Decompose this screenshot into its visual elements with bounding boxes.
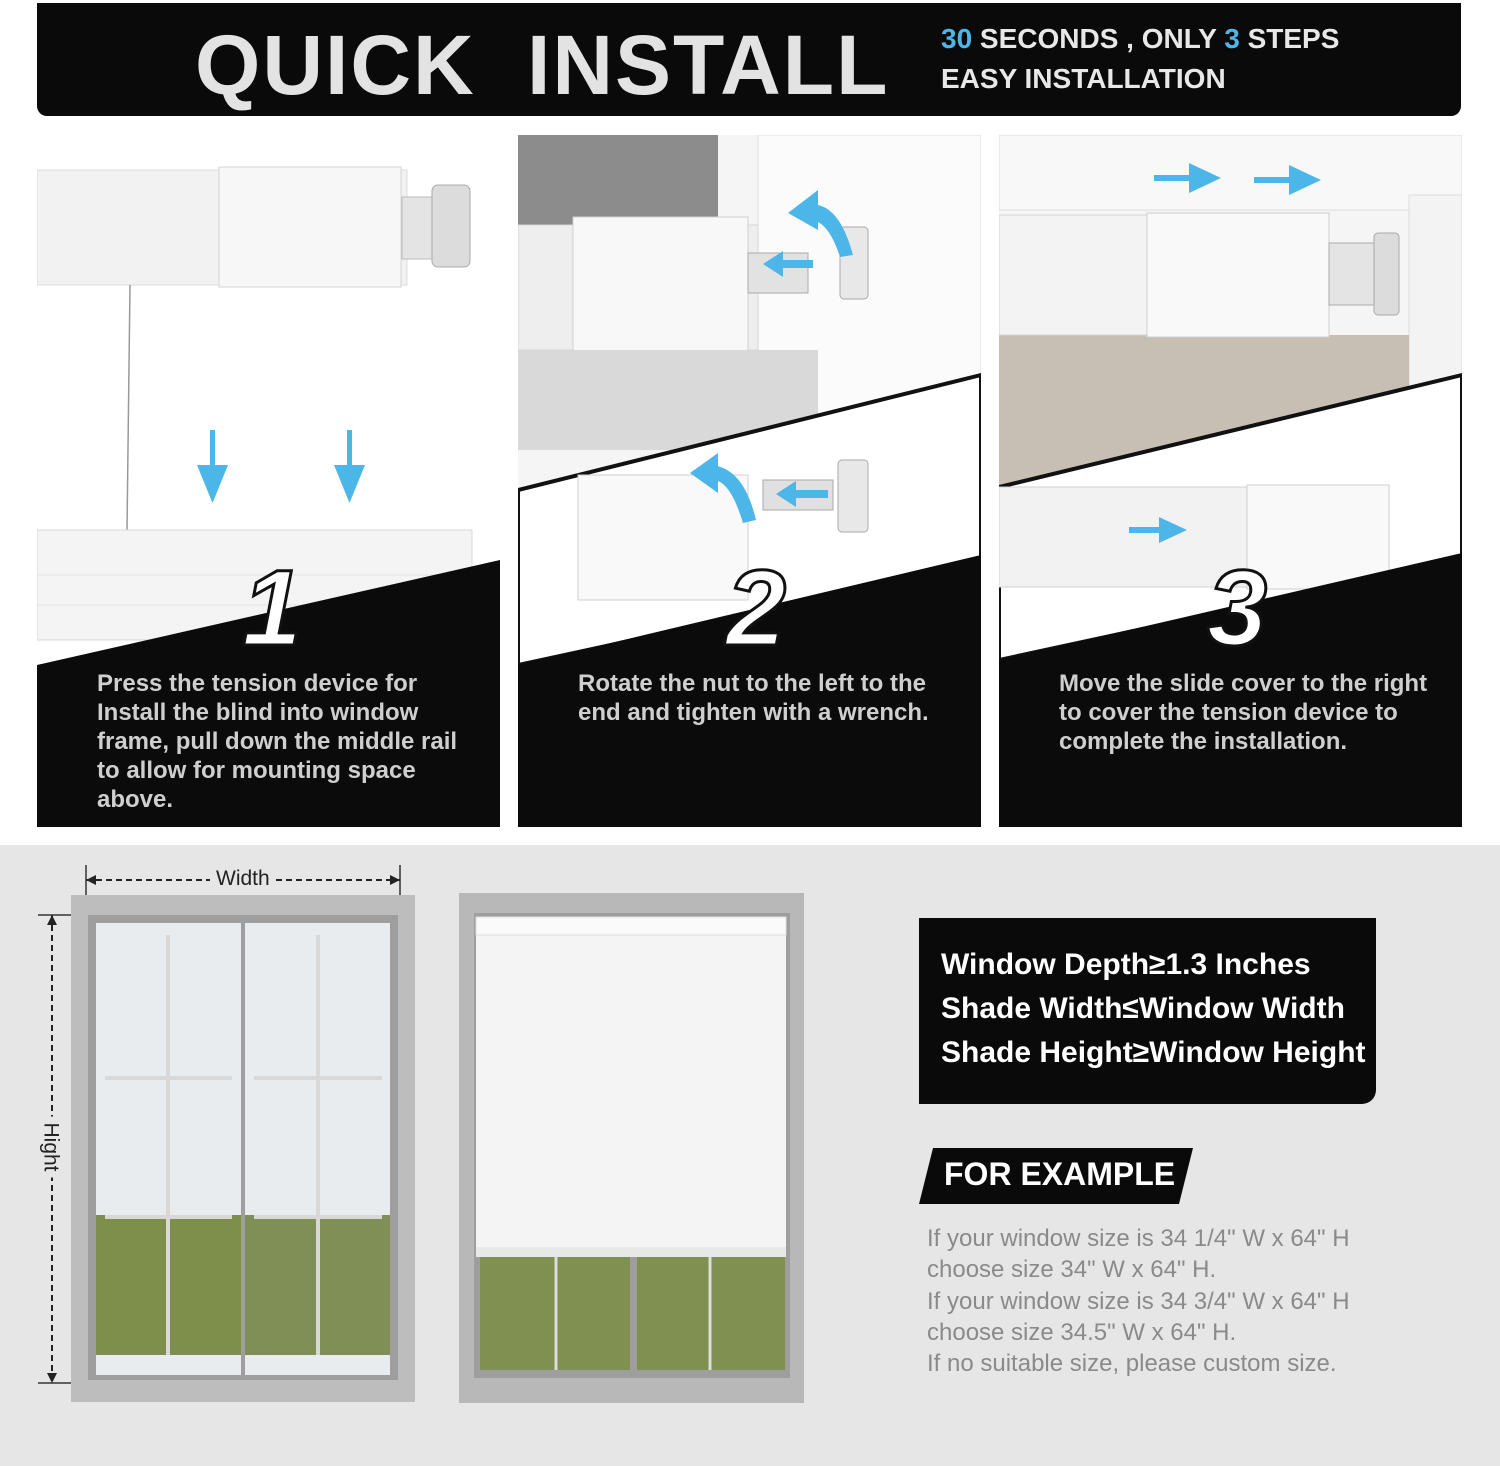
subtitle-mid: SECONDS , ONLY: [972, 23, 1225, 54]
window-diagrams: [0, 845, 820, 1466]
height-label: Hight: [39, 1116, 63, 1177]
requirement-height: Shade Height≥Window Height: [941, 1036, 1366, 1069]
example-line: choose size 34.5" W x 64" H.: [927, 1319, 1237, 1346]
shade-window-illustration: [459, 893, 804, 1403]
step-1-number: 1: [242, 547, 303, 668]
step-3-panel: [999, 135, 1462, 827]
banner-subtitle-line2: EASY INSTALLATION: [941, 63, 1226, 94]
example-line: If no suitable size, please custom size.: [927, 1350, 1337, 1377]
seconds-number: 30: [941, 23, 973, 54]
requirements-box: [919, 918, 1376, 1104]
example-line: choose size 34" W x 64" H.: [927, 1256, 1217, 1283]
subtitle-suffix: STEPS: [1239, 23, 1340, 54]
window-illustration: [71, 895, 415, 1402]
step-2-panel: [518, 135, 981, 827]
example-heading: FOR EXAMPLE: [944, 1156, 1176, 1192]
example-line: If your window size is 34 3/4" W x 64" H: [927, 1288, 1350, 1315]
banner-subtitle: [941, 23, 1339, 55]
step-2-text: Rotate the nut to the left to the end and tighten with a wrench.: [578, 670, 929, 726]
step-3-text: Move the slide cover to the right to cover the tension device to complete the installation.: [1059, 670, 1428, 755]
requirement-depth: Window Depth≥1.3 Inches: [941, 948, 1311, 981]
width-label: Width: [210, 867, 276, 891]
step-1-panel: [37, 135, 500, 827]
step-2-number: 2: [726, 547, 787, 668]
page-title: QUICK INSTALL: [195, 18, 890, 112]
step-3-number: 3: [1207, 547, 1268, 668]
step-1-text: Press the tension device for Install the blind into window frame, pull down the middle rail to allow for mounting space above.: [97, 670, 458, 813]
steps-number: 3: [1224, 23, 1240, 54]
requirement-width: Shade Width≤Window Width: [941, 992, 1345, 1025]
example-line: If your window size is 34 1/4" W x 64" H: [927, 1225, 1350, 1252]
header-banner: [37, 3, 1461, 116]
measurement-section: [0, 845, 1500, 1466]
